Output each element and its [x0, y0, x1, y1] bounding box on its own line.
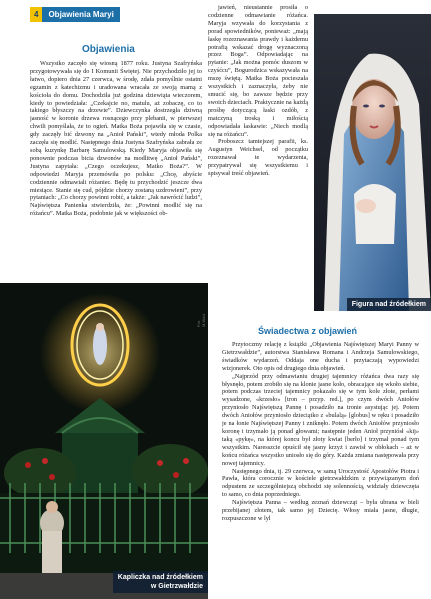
section-title: Objawienia Maryi	[48, 10, 114, 19]
body-paragraph: „Najprzód przy odmawianiu drugiej tajemnicy różańca dwa razy się błysnęło, potem zrobiło się na klonie jasne koło, obracające się wkoło siebie, potem podczas trzeciej tajemnicy pokazało się w tym kole złote, perłami wysadzone, «krzesło» [tron – przyp. red.], po czym dwóch Aniołów przyniosło Najświętszą Pannę i posadziło na tronie asystując jej. Potem dwóch Aniołów przyniosło dzieciątko z «bulalą» [globus] w ręku i posadziło je na łonie Najświętszej Panny i zniknęło. Potem dwóch Aniołów przyniosło koronę i trzymało ją ponad głowami; następnie jeden Anioł przyniósł «kij» taką «pykę», na której koncu był złoty kwiat [berło] i trzymał ponad tym wszystkim. Naresszcie opuścił się jasny krzyż i zawisł w obłokach – aż w końcu różańca wszystko uniosło się do góry. Każda zmiana następowała przy nowej tajemnicy.	[222, 372, 419, 467]
body-paragraph: Przytoczmy relację z książki „Objawienia Najświętszej Maryi Panny w Gietrzwałdzie”, autorstwa Stanisława Romana i Andrzeja Samulowskiego, świadków wydarzeń. Oddaja one ducha i przytaczają wypowiedzi wizjonerek. Oto opis od drugiego dnia objawień.	[222, 341, 419, 372]
body-paragraph: Najświętsza Panna – według zeznań dziewcząt – była ubrana w bieli przebijanej złotem, tak samo jej Dziecię. Włosy miała jasne, długie, rozpuszczone w lyl	[222, 499, 419, 522]
body-paragraph: jawień, nieustannie prosiła o codzienne odmawianie różańca. Maryja wzywała do korzystania z porad spowiedników, ponieważ: „mają łaskę rozeznawania prawdy i każdemu potrafią wskazać drogę wyznaczoną przez Boga”. Odpowiadając na pytanie: „Jak można pomóc duszom w czyśćcu”, Bogurodzica wskazywała na mszę świętą. Matka Boża pocieszała wszystkich i zaznaczyła, żeby nie smucić się, bo zawsze będzie przy swoich dzieciach. Praktycznie na każdą prośbę dotyczącą łaski ozdób, z matczyną troską i miłością odpowiadała łaskawie: „Niech modlą się na różańcu”.	[208, 4, 308, 138]
body-paragraph: Następnego dnia, tj. 29 czerwca, w samą Uroczystość Apostołów Piotra i Pawła, która corocznie w kościele gietrzwałdzkim z przywiązanym doń odpustem ze szczególniejszą obchodzi się solennością, widziały dziewczęta to samo, co dnia poprzedniego.	[222, 467, 419, 499]
chapel-caption-line1: Kapliczka nad źródełkiem	[117, 574, 203, 581]
body-paragraph: Wszystko zaczęło się wiosną 1877 roku. Justyna Szafryńska przygotowywała się do I Komunii Świętej. Nie przychodziło jej to łatwo, dopiero dnia 27 czerwca, w środę, zdała pomyślnie ostatni egzamin z katechizmu i uradowana wracała ze swoją mamą z kościoła do domu. Dochodziła już godzina dziewiąta wieczorem, kiedy to powiedziała: „Czekajcie no, matulu, aż zobaczę, co to takiego błyszczy na drzewie”. Dziewczynka dostrzegła dziwną jasność w koronie drzewa rosnącego przy plebanii, w pierwszej chwili pomyślała, że to ogień. Matka Boża pojawiła się w czasie, gdy zaczęły bić dzwony na „Anioł Pański”, wtedy młoda Polka zaczęła się modlić. Następnego dnia Justyna Szafryńska zabrała ze sobą kuzynkę Barbarę Samulowską. Kiedy Maryja objawiła się ponownie podczas bicia dzwonów na modlitwę „Anioł Pański”, Justyna zapytała: „Czego oczekujesz, Matko Boża?”. W odpowiedzi Maryja przemówiła po polsku: „Chcę, abyście codziennie odmawiali różaniec. Będę tu przychodzić jeszcze dwa miesiące. Stanie się cud, pójdzie chorzy zostaną uzdrowieni”, przy pytaniach: „Co chorzy powinni robić, a także: „Jak nawrócić ludzi”, Najświętsza Panienka stwierdziła, że: „Powinni modlić się na różańcu”. Matka Boża, podobnie jak w większości ob-	[30, 60, 202, 218]
chapel-photo	[0, 283, 208, 599]
article-left-column	[30, 60, 202, 282]
chapel-image	[0, 283, 208, 599]
section-header	[30, 7, 120, 22]
photo-credit: Fot. M.Wód.	[196, 313, 206, 327]
chapel-caption-line2: w Gietrzwałdzie	[150, 583, 203, 590]
figure-photo	[314, 14, 431, 311]
testimony-title: Świadectwa z objawień	[258, 326, 358, 336]
testimony-column	[222, 341, 419, 599]
article-title: Objawienia	[82, 44, 135, 55]
body-paragraph: Proboszcz tamtejszej parafii, ks. Augustyn Weichsel, od początku rozeznawał te wydarzenia, przypatrywał się wszystkiemu i spisywał treść objawień.	[208, 138, 308, 178]
article-right-column	[208, 4, 308, 334]
statue-image	[314, 14, 431, 311]
figure-caption: Figura nad źródełkiem	[347, 298, 431, 311]
page-number: 4	[30, 7, 42, 22]
chapel-caption	[113, 571, 208, 593]
